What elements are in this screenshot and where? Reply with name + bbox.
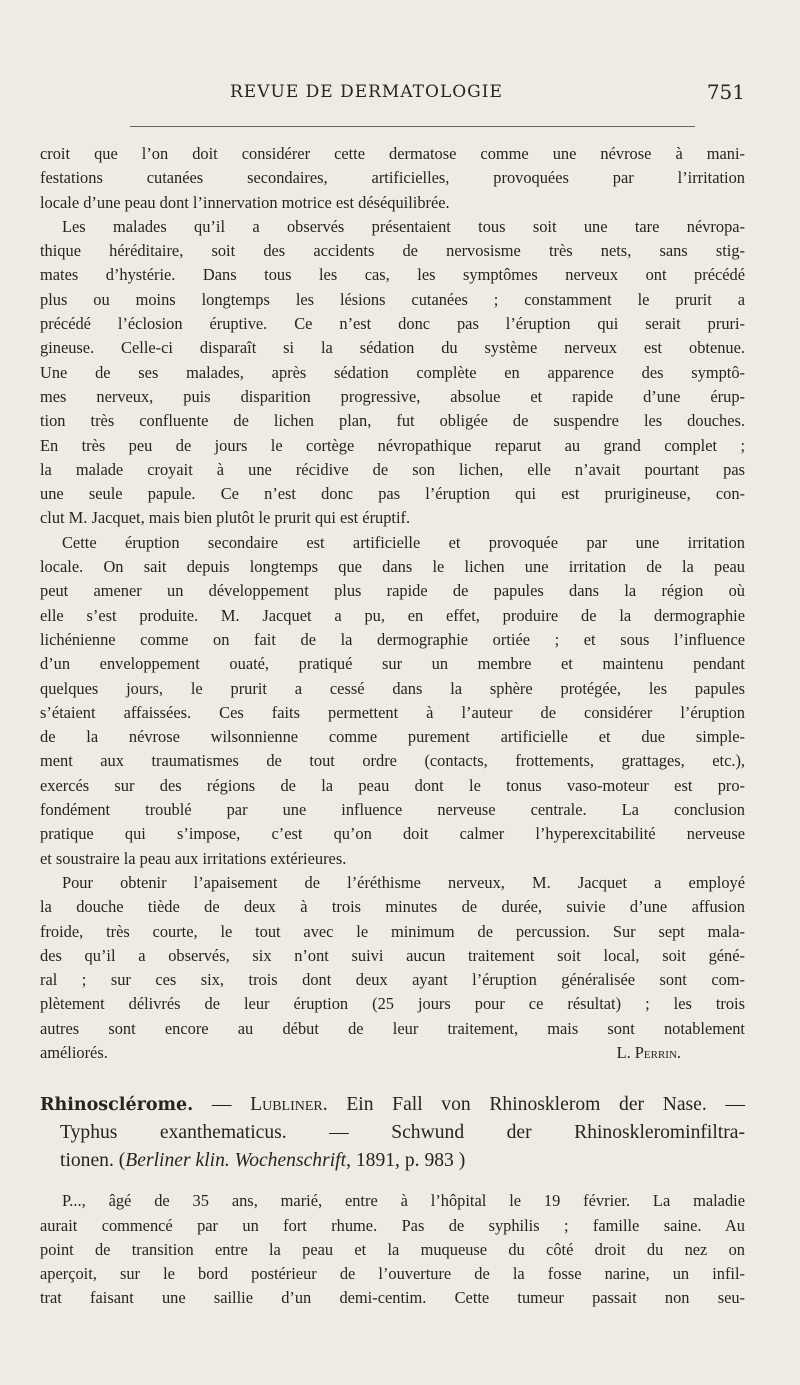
text-line: gineuse. Celle-ci disparaît si la sédation du système nerveux est obtenue. <box>40 338 745 358</box>
article-heading <box>40 1091 745 1175</box>
text-line: fondément troublé par une influence nerveuse centrale. La conclusion <box>40 800 745 820</box>
text-line: locale d’une peau dont l’innervation motrice est déséquilibrée. <box>40 192 450 212</box>
text-line: locale. On sait depuis longtemps que dans le lichen une irritation de la peau <box>40 557 745 577</box>
paragraph-3 <box>40 531 745 871</box>
text-line: En très peu de jours le cortège névropathique reparut au grand complet ; <box>40 435 745 455</box>
text-line: elle s’est produite. M. Jacquet a pu, en effet, produire de la dermographie <box>40 605 745 625</box>
text-line: autres sont encore au début de leur traitement, mais sont notablement <box>40 1018 745 1038</box>
body-text <box>40 142 745 1311</box>
spacer <box>40 1175 745 1189</box>
heading-text: tionen. ( <box>60 1150 126 1172</box>
text-line-end: améliorés. <box>40 1042 108 1062</box>
text-line: et soustraire la peau aux irritations extérieures. <box>40 848 347 868</box>
heading-line <box>40 1091 745 1119</box>
text-line: festations cutanées secondaires, artificielles, provoquées par l’irritation <box>40 168 745 188</box>
journal-page <box>40 80 745 1308</box>
text-line: plus ou moins longtemps les lésions cutanées ; constamment le prurit a <box>40 289 745 309</box>
text-line: clut M. Jacquet, mais bien plutôt le prurit qui est éruptif. <box>40 508 411 528</box>
text-line: quelques jours, le prurit a cessé dans la sphère protégée, les papules <box>40 678 745 698</box>
heading-text: . Ein Fall von Rhinosklerom der Nase. — <box>322 1094 745 1116</box>
text-line: ral ; sur ces six, trois dont deux ayant l’éruption généralisée sont com- <box>40 970 745 990</box>
article-title: Rhinosclérome. <box>40 1095 194 1116</box>
text-line: Les malades qu’il a observés présentaient tous soit une tare névropa- <box>62 216 745 236</box>
text-line: mates d’hystérie. Dans tous les cas, les symptômes nerveux ont précédé <box>40 265 745 285</box>
text-line: Cette éruption secondaire est artificielle et provoquée par une irritation <box>62 532 745 552</box>
text-line: trat faisant une saillie d’un demi-centim. Cette tumeur passait non seu- <box>40 1288 745 1308</box>
header-rule <box>130 126 695 127</box>
text-line: point de transition entre la peau et la muqueuse du côté droit du nez on <box>40 1239 745 1259</box>
paragraph-2 <box>40 215 745 531</box>
text-line: s’étaient affaissées. Ces faits permettent à l’auteur de considérer l’éruption <box>40 702 745 722</box>
journal-name: Berliner klin. Wochenschrift <box>125 1150 347 1172</box>
article-author: Lubliner <box>250 1094 323 1116</box>
signature-line <box>40 1041 745 1065</box>
text-line: précédé l’éclosion éruptive. Ce n’est donc pas l’éruption qui serait pruri- <box>40 314 745 334</box>
text-line: Pour obtenir l’apaisement de l’éréthisme nerveux, M. Jacquet a employé <box>62 872 745 892</box>
heading-line <box>40 1147 745 1175</box>
heading-dash: — <box>193 1094 251 1116</box>
text-line: une seule papule. Ce n’est donc pas l’éruption qui est prurigineuse, con- <box>40 484 745 504</box>
text-line: de la névrose wilsonnienne comme purement artificielle et due simple- <box>40 727 745 747</box>
page-header <box>40 82 745 120</box>
paragraph-1 <box>40 142 745 215</box>
text-line: des qu’il a observés, six n’ont suivi aucun traitement soit local, soit géné- <box>40 945 745 965</box>
page-number: 751 <box>706 80 745 104</box>
paragraph-5 <box>40 1189 745 1310</box>
author-signature: L. Perrin. <box>616 1042 681 1062</box>
heading-text: , 1891, p. 983 ) <box>346 1150 466 1172</box>
text-line: d’un enveloppement ouaté, pratiqué sur un membre et maintenu pendant <box>40 654 745 674</box>
paragraph-4 <box>40 871 745 1065</box>
text-line: peut amener un développement plus rapide de papules dans la région où <box>40 581 745 601</box>
text-line: lichénienne comme on fait de la dermographie ortiée ; et sous l’influence <box>40 629 745 649</box>
text-line: mes nerveux, puis disparition progressive, absolue et rapide d’une érup- <box>40 386 745 406</box>
text-line: thique héréditaire, soit des accidents de nervosisme très nets, sans stig- <box>40 241 745 261</box>
text-line: ment aux traumatismes de tout ordre (contacts, frottements, grattages, etc.), <box>40 751 745 771</box>
running-title: REVUE DE DERMATOLOGIE <box>230 82 503 102</box>
heading-line: Typhus exanthematicus. — Schwund der Rhinosklerominfiltra- <box>60 1122 745 1144</box>
text-line: Une de ses malades, après sédation complète en apparence des symptô- <box>40 362 745 382</box>
text-line: pratique qui s’impose, c’est qu’on doit calmer l’hyperexcitabilité nerveuse <box>40 824 745 844</box>
text-line: la malade croyait à une récidive de son lichen, elle n’avait pourtant pas <box>40 459 745 479</box>
text-line: plètement délivrés de leur éruption (25 jours pour ce résultat) ; les trois <box>40 994 745 1014</box>
text-line: aurait commencé par un fort rhume. Pas de syphilis ; famille saine. Au <box>40 1215 745 1235</box>
text-line: la douche tiède de deux à trois minutes de durée, suivie d’une affusion <box>40 897 745 917</box>
text-line: aperçoit, sur le bord postérieur de l’ouverture de la fosse narine, un infil- <box>40 1264 745 1284</box>
text-line: exercés sur des régions de la peau dont le tonus vaso-moteur est pro- <box>40 775 745 795</box>
text-line: P..., âgé de 35 ans, marié, entre à l’hôpital le 19 février. La maladie <box>62 1191 745 1211</box>
text-line: froide, très courte, le tout avec le minimum de percussion. Sur sept mala- <box>40 921 745 941</box>
text-line: croit que l’on doit considérer cette dermatose comme une névrose à mani- <box>40 144 745 163</box>
text-line: tion très confluente de lichen plan, fut obligée de suspendre les douches. <box>40 411 745 431</box>
